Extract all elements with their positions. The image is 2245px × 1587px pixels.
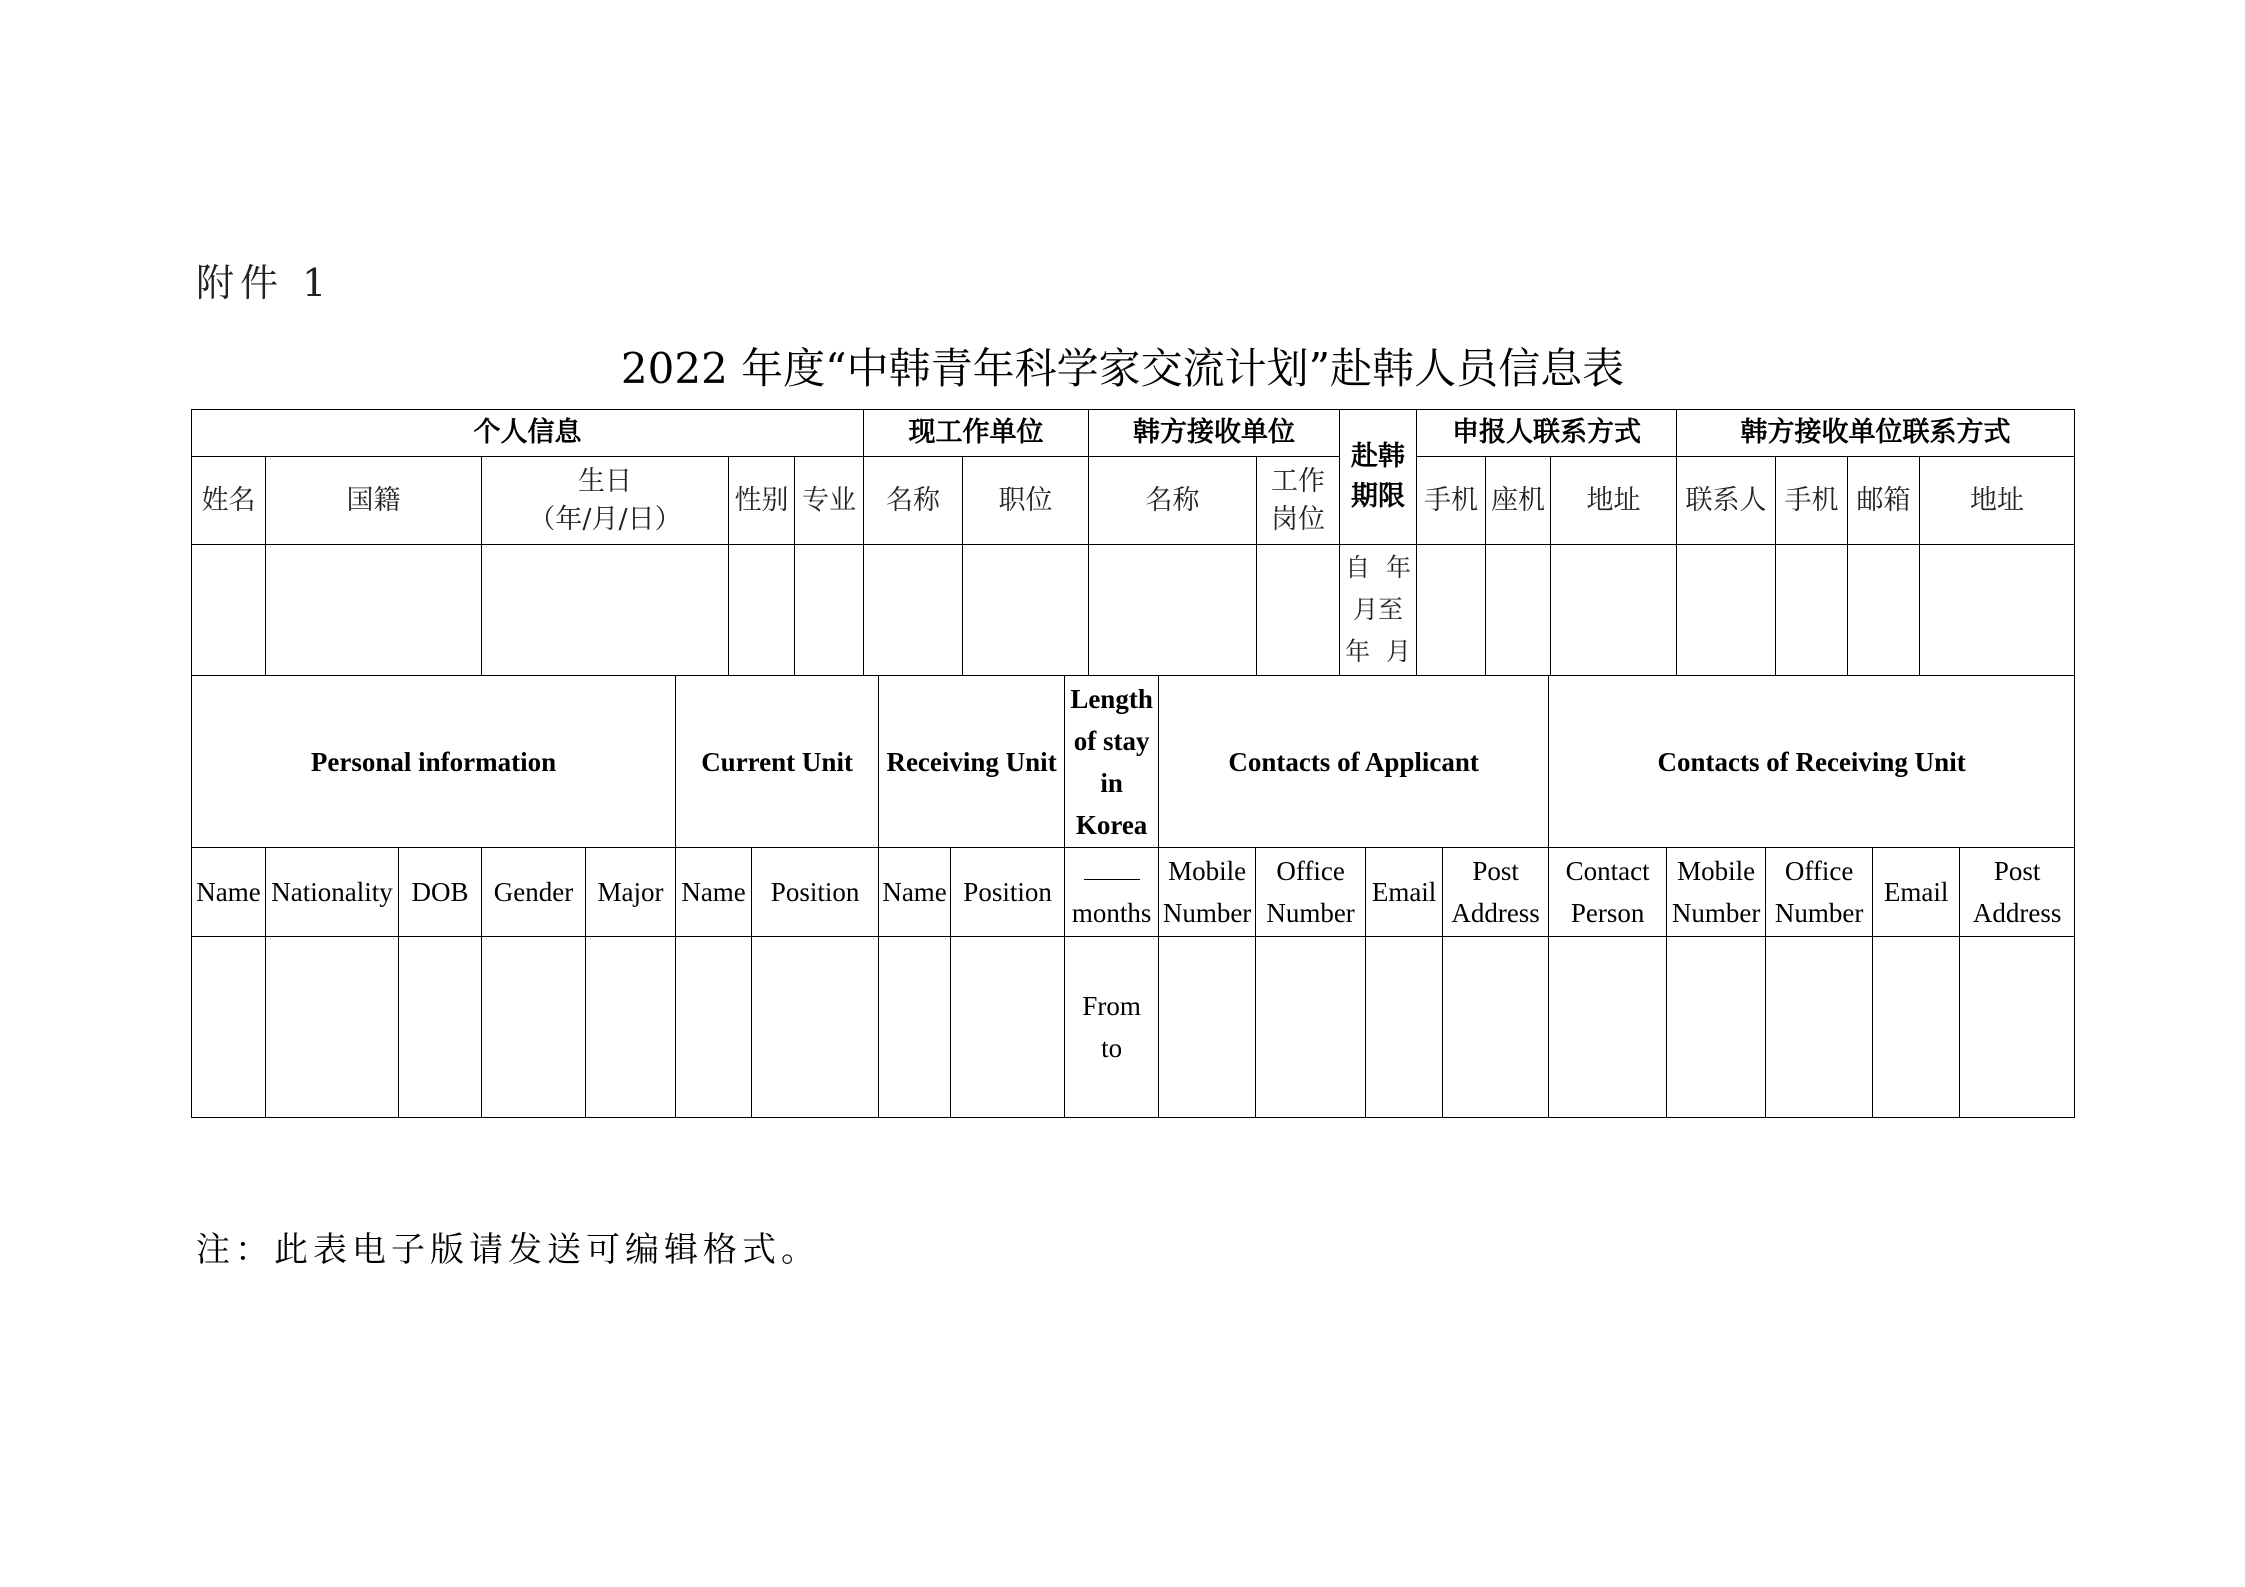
en-cell-rec-contact[interactable] xyxy=(1549,937,1667,1118)
en-header-current-unit: Current Unit xyxy=(676,676,879,848)
cn-stay-line1: 自 年 xyxy=(1345,553,1411,582)
chinese-info-table xyxy=(191,409,2075,676)
cn-col-major: 专业 xyxy=(795,457,864,545)
en-col-rec-position: Position xyxy=(951,848,1065,937)
cn-col-rec-contact: 联系人 xyxy=(1677,457,1776,545)
en-cell-rec-office[interactable] xyxy=(1766,937,1873,1118)
en-cell-name[interactable] xyxy=(192,937,266,1118)
cn-col-app-address: 地址 xyxy=(1551,457,1677,545)
en-cell-rec-email[interactable] xyxy=(1873,937,1960,1118)
en-col-months: months xyxy=(1065,848,1159,937)
cn-cell-rec-address[interactable] xyxy=(1920,545,2075,676)
english-info-table xyxy=(191,675,2075,1118)
cn-col-name: 姓名 xyxy=(192,457,266,545)
en-cell-nationality[interactable] xyxy=(266,937,399,1118)
en-cell-rec-post[interactable] xyxy=(1960,937,2075,1118)
en-cell-app-post[interactable] xyxy=(1443,937,1549,1118)
en-col-app-mobile: Mobile Number xyxy=(1159,848,1256,937)
cn-cell-dob[interactable] xyxy=(482,545,729,676)
cn-cell-rec-mobile[interactable] xyxy=(1776,545,1848,676)
cn-cell-app-address[interactable] xyxy=(1551,545,1677,676)
en-header-stay: Length of stay in Korea xyxy=(1065,676,1159,848)
en-col-dob: DOB xyxy=(399,848,482,937)
cn-header-receiving-contacts: 韩方接收单位联系方式 xyxy=(1677,410,2075,457)
en-col-rec-contact: Contact Person xyxy=(1549,848,1667,937)
en-col-app-office: Office Number xyxy=(1256,848,1366,937)
en-header-applicant-contacts: Contacts of Applicant xyxy=(1159,676,1549,848)
cn-header-stay: 赴韩期限 xyxy=(1340,410,1417,545)
en-col-rec-email: Email xyxy=(1873,848,1960,937)
en-col-major: Major xyxy=(586,848,676,937)
cn-col-rec-address: 地址 xyxy=(1920,457,2075,545)
cn-cell-rec-post[interactable] xyxy=(1257,545,1340,676)
en-cell-dob[interactable] xyxy=(399,937,482,1118)
footnote: 注：此表电子版请发送可编辑格式。 xyxy=(196,1230,820,1270)
en-cell-rec-position[interactable] xyxy=(951,937,1065,1118)
cn-col-cur-name: 名称 xyxy=(864,457,963,545)
en-cell-cur-name[interactable] xyxy=(676,937,752,1118)
en-col-rec-mobile: Mobile Number xyxy=(1667,848,1766,937)
cn-cell-app-landline[interactable] xyxy=(1486,545,1551,676)
en-col-rec-post: Post Address xyxy=(1960,848,2075,937)
cn-cell-rec-email[interactable] xyxy=(1848,545,1920,676)
cn-col-app-mobile: 手机 xyxy=(1417,457,1486,545)
en-col-cur-name: Name xyxy=(676,848,752,937)
cn-col-nationality: 国籍 xyxy=(266,457,482,545)
en-cell-rec-name[interactable] xyxy=(879,937,951,1118)
cn-col-rec-name: 名称 xyxy=(1089,457,1257,545)
cn-cell-stay[interactable] xyxy=(1340,545,1417,676)
cn-col-rec-post: 工作岗位 xyxy=(1257,457,1340,545)
cn-header-current-unit: 现工作单位 xyxy=(864,410,1089,457)
en-cell-cur-position[interactable] xyxy=(752,937,879,1118)
en-cell-app-email[interactable] xyxy=(1366,937,1443,1118)
cn-cell-major[interactable] xyxy=(795,545,864,676)
document-title: 2022 年度“中韩青年科学家交流计划”赴韩人员信息表 xyxy=(620,344,1625,393)
cn-cell-app-mobile[interactable] xyxy=(1417,545,1486,676)
cn-col-dob: 生日 （年/月/日） xyxy=(482,457,729,545)
en-col-app-post: Post Address xyxy=(1443,848,1549,937)
cn-header-receiving-unit: 韩方接收单位 xyxy=(1089,410,1340,457)
en-col-app-email: Email xyxy=(1366,848,1443,937)
cn-header-applicant-contacts: 申报人联系方式 xyxy=(1417,410,1677,457)
cn-col-rec-email: 邮箱 xyxy=(1848,457,1920,545)
en-cell-rec-mobile[interactable] xyxy=(1667,937,1766,1118)
en-col-nationality: Nationality xyxy=(266,848,399,937)
cn-cell-cur-name[interactable] xyxy=(864,545,963,676)
cn-col-gender: 性别 xyxy=(729,457,795,545)
cn-cell-cur-position[interactable] xyxy=(963,545,1089,676)
cn-cell-rec-name[interactable] xyxy=(1089,545,1257,676)
cn-cell-rec-contact[interactable] xyxy=(1677,545,1776,676)
en-col-rec-name: Name xyxy=(879,848,951,937)
cn-cell-gender[interactable] xyxy=(729,545,795,676)
en-stay-to: to xyxy=(1101,1033,1123,1063)
en-cell-stay[interactable] xyxy=(1065,937,1159,1118)
en-header-receiving-unit: Receiving Unit xyxy=(879,676,1065,848)
en-cell-app-office[interactable] xyxy=(1256,937,1366,1118)
months-blank-line xyxy=(1084,859,1140,880)
en-cell-gender[interactable] xyxy=(482,937,586,1118)
en-stay-from: From xyxy=(1082,991,1141,1021)
cn-stay-line2: 月至 xyxy=(1353,595,1404,624)
cn-cell-name[interactable] xyxy=(192,545,266,676)
attachment-label: 附件 1 xyxy=(196,261,333,305)
en-header-receiving-contacts: Contacts of Receiving Unit xyxy=(1549,676,2075,848)
cn-col-app-landline: 座机 xyxy=(1486,457,1551,545)
en-col-cur-position: Position xyxy=(752,848,879,937)
en-col-gender: Gender xyxy=(482,848,586,937)
en-header-personal: Personal information xyxy=(192,676,676,848)
en-col-rec-office: Office Number xyxy=(1766,848,1873,937)
cn-col-cur-position: 职位 xyxy=(963,457,1089,545)
cn-cell-nationality[interactable] xyxy=(266,545,482,676)
en-cell-app-mobile[interactable] xyxy=(1159,937,1256,1118)
cn-stay-line3: 年 月 xyxy=(1345,637,1411,666)
cn-header-personal: 个人信息 xyxy=(192,410,864,457)
en-cell-major[interactable] xyxy=(586,937,676,1118)
en-col-name: Name xyxy=(192,848,266,937)
cn-col-rec-mobile: 手机 xyxy=(1776,457,1848,545)
